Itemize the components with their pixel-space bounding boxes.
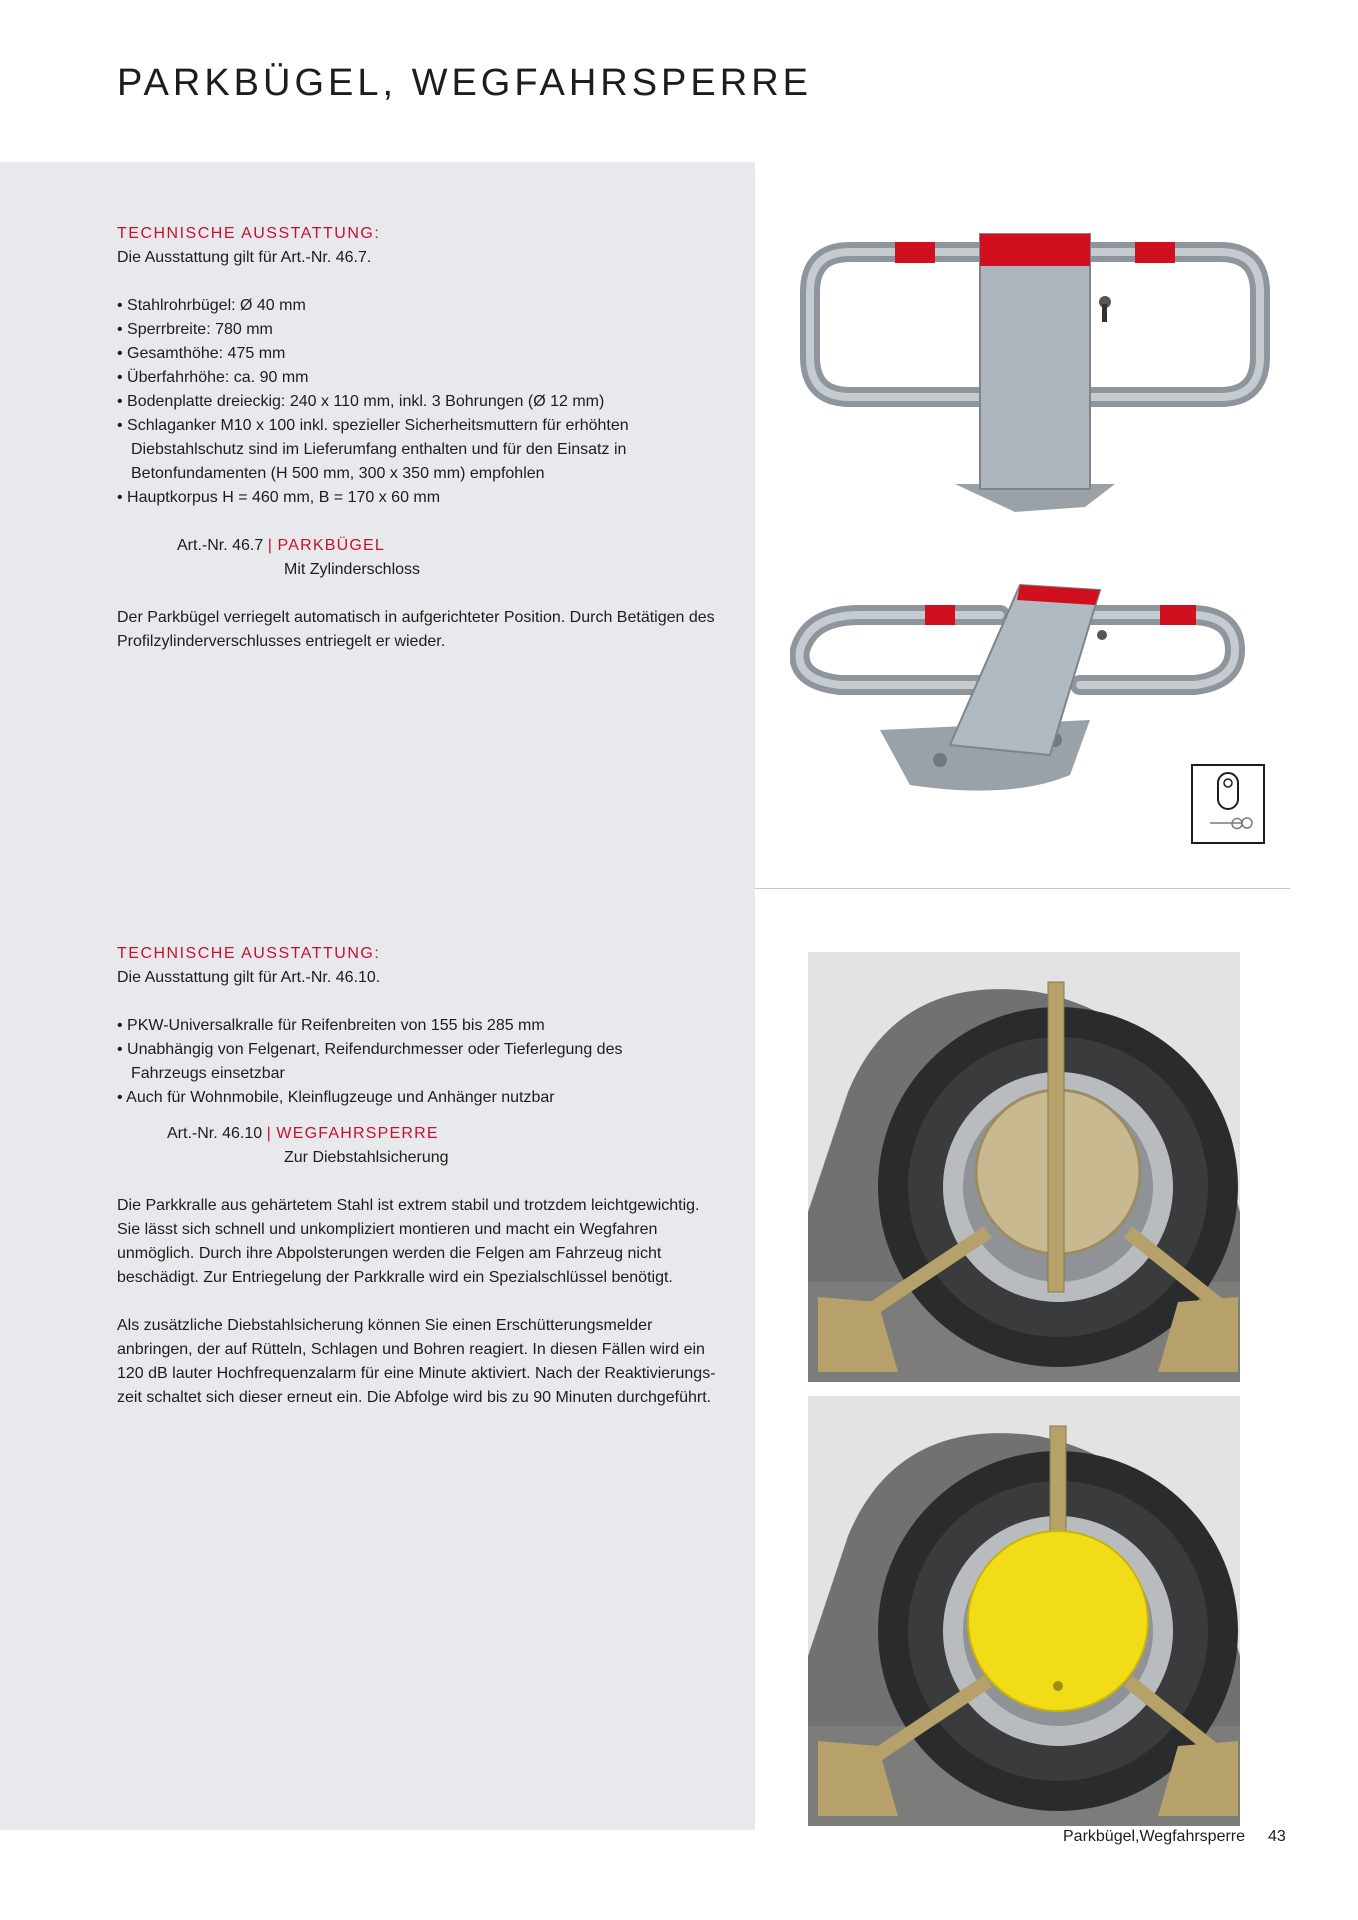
list-item: • Unabhängig von Felgenart, Reifendurchmesser oder Tieferlegung des Fahrzeugs einsetzbar [117, 1038, 651, 1086]
article-number: Art.-Nr. 46.10 [167, 1125, 263, 1142]
article-line [117, 534, 737, 558]
section-heading: TECHNISCHE AUSSTATTUNG: [117, 945, 381, 962]
article-separator: | [267, 537, 274, 554]
article-number: Art.-Nr. 46.7 [177, 537, 264, 554]
article-separator: | [266, 1125, 272, 1142]
wheel-clamp-yellow-photo [808, 1396, 1240, 1826]
spec-list [117, 294, 737, 510]
product-description: Der Parkbügel verriegelt automatisch in aufgerichteter Position. Durch Betätigen des Profilzylinderverschlusses entriegelt er wieder. [117, 609, 715, 650]
spec-list [117, 1014, 737, 1110]
applies-note: Die Ausstattung gilt für Art.-Nr. 46.7. [117, 249, 372, 266]
list-item: • PKW-Universalkralle für Reifenbreiten von 155 bis 285 mm [117, 1014, 737, 1038]
section-heading: TECHNISCHE AUSSTATTUNG: [117, 225, 381, 242]
list-item: • Stahlrohrbügel: Ø 40 mm [117, 294, 737, 318]
list-item: • Schlaganker M10 x 100 inkl. spezieller Sicherheitsmuttern für erhöhten Diebstahlschutz sind im Lieferumfang enthalten und für den Einsatz in Betonfundamenten (H 500 mm, 300 x 350 mm) empfohlen [117, 414, 651, 486]
list-item: • Hauptkorpus H = 460 mm, B = 170 x 60 mm [117, 486, 737, 510]
parking-barrier-upright-photo [800, 222, 1270, 522]
list-item: • Gesamthöhe: 475 mm [117, 342, 737, 366]
footer-section-label: Parkbügel,Wegfahrsperre [1063, 1828, 1246, 1845]
article-subtitle: Zur Diebstahlsicherung [284, 1149, 449, 1166]
list-item: • Bodenplatte dreieckig: 240 x 110 mm, inkl. 3 Bohrungen (Ø 12 mm) [117, 390, 737, 414]
cylinder-lock-icon [1190, 763, 1266, 845]
product-description: Die Parkkralle aus gehärtetem Stahl ist extrem stabil und trotzdem leichtgewichtig. Sie lässt sich schnell und unkompliziert montieren und macht ein Wegfahren unmöglich. Durch ihre Abpolsterungen werden die Felgen am Fahrzeug nicht beschädigt. Zur Entriegelung der Parkkralle wird ein Spezialschlüssel benötigt. [117, 1197, 700, 1286]
article-name: WEGFAHRSPERRE [276, 1125, 439, 1142]
section-wegfahrsperre [117, 942, 737, 1410]
list-item: • Überfahrhöhe: ca. 90 mm [117, 366, 737, 390]
alarm-description: Als zusätzliche Diebstahlsicherung können Sie einen Erschütterungsmelder anbringen, der auf Rütteln, Schlagen und Bohren reagiert. In diesen Fällen wird ein 120 dB lauter Hochfrequenzalarm für eine Minute aktiviert. Nach der Reaktivierungs-zeit schaltet sich dieser erneut ein. Die Abfolge wird bis zu 90 Minuten durchgeführt. [117, 1317, 716, 1406]
list-item: • Auch für Wohnmobile, Kleinflugzeuge und Anhänger nutzbar [117, 1086, 737, 1110]
article-line [117, 1122, 737, 1146]
section-divider [755, 888, 1290, 889]
article-subtitle: Mit Zylinderschloss [284, 561, 421, 578]
list-item: • Sperrbreite: 780 mm [117, 318, 737, 342]
section-parkbuegel [117, 222, 737, 654]
page-number: 43 [1268, 1828, 1286, 1845]
article-name: PARKBÜGEL [277, 537, 385, 554]
applies-note: Die Ausstattung gilt für Art.-Nr. 46.10. [117, 969, 381, 986]
page-title: PARKBÜGEL, WEGFAHRSPERRE [117, 62, 812, 104]
wheel-clamp-open-photo [808, 952, 1240, 1382]
